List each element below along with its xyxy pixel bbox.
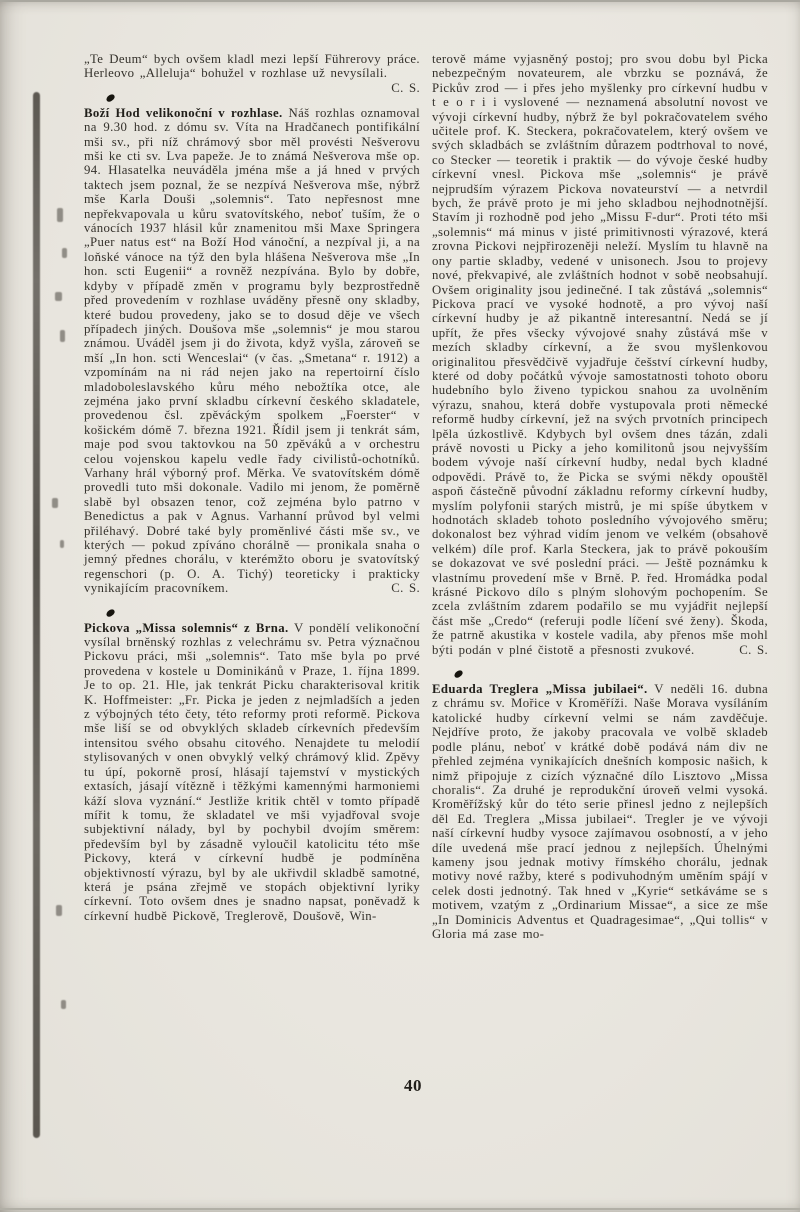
paragraph-te-deum — [84, 52, 420, 95]
section-bullet-icon — [453, 669, 464, 679]
paragraph-heading: Boží Hod velikonoční v rozhlase. — [84, 105, 283, 120]
scan-speck — [60, 540, 64, 548]
page-number: 40 — [404, 1076, 422, 1095]
section-bullet-icon — [105, 608, 116, 618]
scan-speck — [62, 248, 67, 258]
left-column — [84, 52, 420, 941]
scan-speck — [60, 330, 65, 342]
paragraph-bozi-hod — [84, 106, 420, 596]
paragraph-pickova-missa-continued — [432, 52, 768, 657]
section-bullet-icon — [105, 93, 116, 103]
scan-speck — [55, 292, 62, 301]
binding-gutter-shadow — [33, 92, 40, 1138]
paragraph-heading: Pickova „Missa solemnis“ z Brna. — [84, 620, 289, 635]
section-separator — [454, 664, 768, 673]
paragraph-text: V pondělí velikonoční vysílal brněnský rozhlas z velechrámu sv. Petra význačnou Pickovu práci, mši „solemnis“. Tato mše byla po prvé provedena v kostele u Dominikánů v Praze, 1. října 1899. Je to op. 21. Hle, jak tenkrát Picku charakterisoval kritik K. Hoffmeister: „Fr. Picka je jeden z nejmladších a jeden z výbojných této čety, této reformy proti reformě. Pickova mše liší se od obvyklých skladeb církevních především intensitou svého obsahu citového. Nenajdete tu melodií stylisovaných v onen obvyklý velký chrámový klid. Zpěvy tu úpí, pokorně prosí, hlásají tajemství v mystických extasích, jásají vítězně i těžkými kamennými harmoniemi káží slova vyznání.“ Jestliže kritik chtěl v tomto případě mířit k tomu, že skladatel ve mši vyjadřoval svoje subjektivní nálady, byl by pochybil dvojím směrem: především byl by zásadně vyloučil katolicitu této mše Pickovy, která v církevní hudbě je podmíněna objektivností výrazu, byl by ale ukřivdil skladbě samotné, která je psána zřejmě ve stopách objektivní lyriky církevní. Toto ovšem dnes je snadno napsat, poněvadž k církevní hudbě Pickově, Treglerově, Doušově, Win- — [84, 620, 420, 923]
section-separator — [106, 603, 420, 612]
paragraph-text: Náš rozhlas oznamoval na 9.30 hod. z dómu sv. Víta na Hradčanech pontifikální mši sv., při níž chrámový sbor měl provésti Nešverovu mši ke cti sv. Lva papeže. Je to známá Nešverova mše op. 94. Hlasatelka neuváděla jména mše a já hned v prvých taktech jsem poznal, že se nezpívá Nešverova mše, nýbrž mše Karla Douši „solemnis“. Tato nepřesnost mne nepřekvapovala u kůru svatovítského, neboť tuším, že o vánocích 1937 hlásil kůr znamenitou mši Maxe Springera „Puer natus est“ na Boží Hod vánoční, a nezpíval ji, a na loňské vánoce na týž den byla hlášena Nešverova mše „In hon. scti Eugenii“ a rovněž nezpívána. Bylo by dobře, kdyby v případě změn v programu byly bezprostředně před provedením v rozhlase uváděny přesně ony skladby, které budou provedeny, jako se to dosud děje ve všech případech jiných. Doušova mše „solemnis“ je mou starou známou. Uváděl jsem ji do života, když vyšla, zároveň se mší „In hon. scti Wenceslai“ (v čas. „Smetana“ r. 1912) a vzpomínám na ni rád nejen jako na repertoirní číslo mladoboleslavského kůru mého nebožtíka otce, ale zejména jako první skladbu církevní českého skladatele, provedenou čsl. zpěváckým spolkem „Foerster“ v košickém dómě 7. března 1921. Řídil jsem ji tenkrát sám, maje pod svou taktovkou na 50 zpěváků a v orchestru celou vojenskou kapelu vedle řady civilistů-ochotníků. Varhany hrál výborný prof. Měrka. Ve svatovítském dómě provedli tuto mši dokonale. Vadilo mi jenom, že poměrně slabě byl obsazen tenor, což zejména bylo patrno v Benedictus a pak v Agnus. Varhanní průvod byl velmi přiléhavý. Dobré také byly proměnlivé části mše sv., ve kterých — pokud zpíváno chorálně — pronikala snaha o jemný přednes chorálu, v kterémžto oboru je svatovítský regenschori (p. O. A. Tichý) teoreticky i prakticky vynikajícím pracovníkem. — [84, 105, 420, 596]
signature: C. S. — [391, 581, 420, 596]
two-column-text-area — [84, 52, 768, 941]
paragraph-heading: Eduarda Treglera „Missa jubilaei“. — [432, 682, 648, 697]
page-bottom-edge — [0, 1208, 800, 1210]
signature: C. S. — [739, 642, 768, 657]
scan-speck — [52, 498, 58, 508]
signature: C. S. — [391, 80, 420, 95]
paragraph-text: „Te Deum“ bych ovšem kladl mezi lepší Führerovy práce. Herleovo „Alleluja“ bohužel v rozhlase už nevysílali. — [84, 52, 420, 81]
section-separator — [106, 88, 420, 97]
paragraph-text: terově máme vyjasněný postoj; pro svou dobu byl Picka nebezpečným novateurem, ale vbrzku se poznává, že Pickův zrod — i přes jeho myšlenky pro církevní hudbu v t e o r i i vyslovené — neznamená absolutní novost ve vývoji církevní hudby, nýbrž že byl pokračovatelem svého učitele prof. K. Steckera, pokračovatelem, který ovšem ve svých skladbách se zvláštním důrazem podtrhoval to nové, co Stecker — teoretik i praktik — do vývoje české hudby církevní vnesl. Pickova mše „solemnis“ je právě nejprudším výrazem Pickova novateurství — a netvrdil bych, že právě proto je mi jeho skladbou nejhodnotnější. Stavím ji rozhodně pod jeho „Missu F-dur“. Proti této mši „solemnis“ má minus v jisté primitivnosti výrazové, která zrovna Pickovi nejpřirozeněji neleží. Myslím tu hlavně na ony partie skladby, vedené v unisonech. Jsou to projevy nové, překvapivé, ale zvláštních hodnot v sobě neobsahují. Ovšem originality jsou jedinečné. I tak zůstává „solemnis“ Pickova prací ve vysoké hodnotě, a pro vývoj naší církevní hudby je až pikantně interesantní. Nedá se jí upřít, že přes všecky vývojové snahy zůstává mše v mezích skladby církevní, a že svou myšlenkovou originalitou přesvědčivě vyjadřuje češství církevní hudby, které od doby počátků vývoje samostatnosti tohoto oboru hudebního bylo živeno typickou snahou za uvolněním výrazu, snahou, která dobře vystupovala proti německé reformě hudby církevní, jež na svých prvotních principech lpěla úzkostlivě. Kdybych byl ovšem dnes tázán, zdali právě novosti u Picky a jeho komilitonů jsou nejvyšším bodem vývoje naší církevní hudby, nedal bych kladné odpovědi. Právě to, že Picka se svými někdy opouštěl aspoň částečně původní základnu reformy církevní hudby, myslím polyfonii starých mistrů, je mi spíše úbytkem v hodnotách skladeb tohoto posledního vývojového směru; dokonalost bez výhrad vidím jenom ve velkém (obsahově velkém) díle prof. Karla Steckera, jak to právě pokouším se dokazovat ve své poslední práci. — Ještě poznámku k vlastnímu provedení mše v Brně. P. řed. Hromádka podal krásné Pickovo dílo s plným slohovým pochopením. Se zcela zvláštním zdarem podařilo se mu vyjádřit nejlepší část mše „Credo“ (referuji podle líčení své ženy). Škoda, že patrně akustika v kostele vadila, aby přenos mše mohl býti podán v plné čistotě a přesnosti zvukové. — [432, 52, 768, 657]
scan-speck — [57, 208, 63, 222]
scan-speck — [56, 905, 62, 916]
scan-speck — [61, 1000, 66, 1009]
paragraph-tregler-missa — [432, 682, 768, 941]
paragraph-text: V neděli 16. dubna z chrámu sv. Mořice v Kroměříži. Naše Morava vysíláním katolické hudby církevní velmi se nám zavděčuje. Nejdříve proto, že jakoby pracovala ve volbě skladeb podle plánu, neboť v krátké době podává nám div ne přehled zejména vynikajících dnešních komposic našich, k nimž připojuje z cizích význačné dílo Lisztovo „Missa choralis“. Za druhé je reprodukční úroveň velmi vysoká. Kroměřížský kůr do této serie přinesl jedno z nejlepších děl Ed. Treglera „Missa jubilaei“. Tregler je ve vývoji naší církevní hudby vysoce zajímavou osobností, a v jeho díle uvedená mše prací jednou z nejlepších. Úhelnými kameny jsou jednak motivy římského chorálu, jednak motivy nové ražby, které s podivuhodným uměním spájí v celek dosti jednotný. Tak hned v „Kyrie“ setkáváme se s motivem, vzatým z „Ordinarium Missae“, a sice ze mše „In Dominicis Adventus et Quadragesimae“, „Qui tollis“ v Gloria má zase mo- — [432, 682, 768, 941]
paragraph-pickova-missa — [84, 621, 420, 924]
right-column — [432, 52, 768, 941]
page-top-edge — [0, 0, 800, 2]
